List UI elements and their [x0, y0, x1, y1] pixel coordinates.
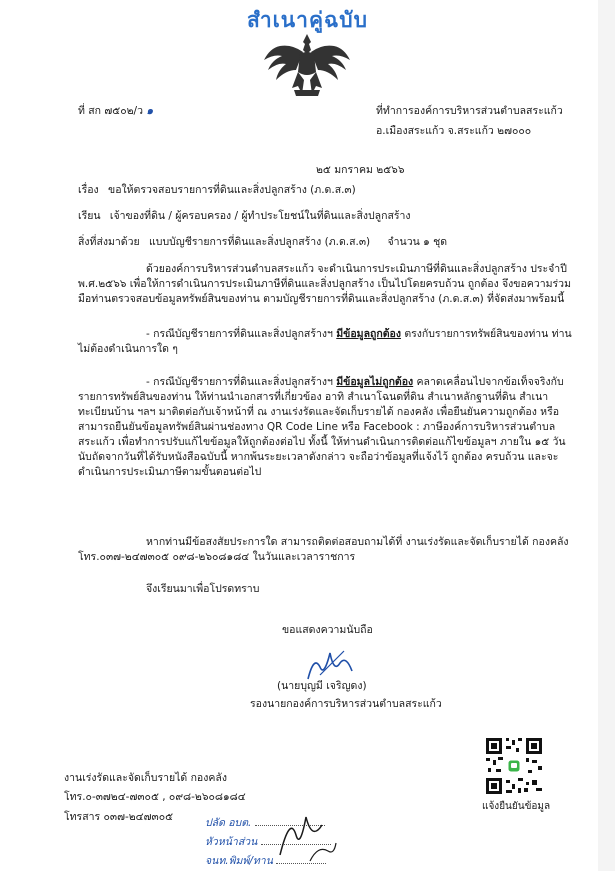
document-number-handwritten: ๑ [146, 105, 153, 117]
footer-phone: โทร.๐-๓๗๒๔-๗๓๐๕ , ๐๙๘-๒๖๐๘๑๘๔ [64, 791, 246, 803]
document-number [78, 104, 153, 119]
case-correct-emphasis: มีข้อมูลถูกต้อง [336, 328, 401, 340]
contact-paragraph: หากท่านมีข้อสงสัยประการใด สามารถติดต่อสอบถามได้ที่ งานเร่งรัดและจัดเก็บรายได้ กองคลัง โทร.๐๓๗-๒๔๗๓๐๕ ๐๙๘-๒๖๐๘๑๘๔ ในวันและเวลาราชการ [78, 536, 569, 563]
page-edge [598, 0, 615, 871]
org-address: อ.เมืองสระแก้ว จ.สระแก้ว ๒๗๐๐๐ [376, 125, 532, 137]
closing-paragraph: จึงเรียนมาเพื่อโปรดทราบ [146, 583, 260, 595]
case-incorrect-suffix: คลาดเคลื่อนไปจากข้อเท็จจริงกับรายการทรัพย์สินของท่าน ให้ท่านนำเอกสารที่เกี่ยวข้อง อาทิ สำเนาโฉนดที่ดิน สำเนาหลักฐานที่ดิน สำเนาทะเบียนบ้าน ฯลฯ มาติดต่อกับเจ้าหน้าที่ ณ งานเร่งรัดและจัดเก็บรายได้ กองคลัง เพื่อยืนยันความถูกต้อง หรือสามารถยืนยันข้อมูลทรัพย์สินผ่านช่องทาง QR Code Line หรือ Facebook : ภาษีองค์การบริหารส่วนตำบลสระแก้ว เพื่อทำการปรับแก้ไขข้อมูลให้ถูกต้องต่อไป ทั้งนี้ ให้ท่านดำเนินการติดต่อแก้ไขข้อมูลฯ ภายใน ๑๕ วัน นับถัดจากวันที่ได้รับหนังสือฉบับนี้ หากพ้นระยะเวลาดังกล่าว จะถือว่าข้อมูลที่แจ้งไว้ ถูกต้อง ครบถ้วน และจะดำเนินการประเมินภาษีตามขั้นตอนต่อไป [78, 376, 566, 478]
document-number-text: ที่ สก ๗๕๐๒/ว [78, 105, 143, 117]
signatory-title: รองนายกองค์การบริหารส่วนตำบลสระแก้ว [250, 698, 442, 710]
subject-line [78, 183, 356, 198]
case-incorrect-emphasis: มีข้อมูลไม่ถูกต้อง [336, 376, 414, 388]
initial-label-clerk-chief: ปลัด อบต. [205, 817, 252, 829]
recipient-line [78, 209, 411, 224]
case-incorrect-prefix: - กรณีบัญชีรายการที่ดินและสิ่งปลูกสร้างฯ [146, 376, 333, 388]
signature-closing: ขอแสดงความนับถือ [282, 624, 373, 636]
garuda-emblem-icon [262, 30, 352, 100]
subject-text: ขอให้ตรวจสอบรายการที่ดินและสิ่งปลูกสร้าง (ภ.ด.ส.๓) [108, 184, 356, 196]
case-correct-prefix: - กรณีบัญชีรายการที่ดินและสิ่งปลูกสร้างฯ [146, 328, 333, 340]
body-paragraph-intro: ด้วยองค์การบริหารส่วนตำบลสระแก้ว จะดำเนินการประเมินภาษีที่ดินและสิ่งปลูกสร้าง ประจำปี พ.ศ.๒๕๖๖ เพื่อให้การดำเนินการประเมินภาษีที่ดินและสิ่งปลูกสร้าง เป็นไปโดยครบถ้วน ถูกต้อง จึงขอความร่วมมือท่านตรวจสอบข้อมูลทรัพย์สินของท่าน ตามบัญชีรายการที่ดินและสิ่งปลูกสร้าง (ภ.ด.ส.๓) ที่จัดส่งมาพร้อมนี้ [78, 263, 571, 305]
org-name: ที่ทำการองค์การบริหารส่วนตำบลสระแก้ว [376, 105, 563, 117]
document-date: ๒๕ มกราคม ๒๕๖๖ [316, 164, 405, 176]
case-correct-paragraph [78, 327, 578, 357]
recipient-text: เจ้าของที่ดิน / ผู้ครอบครอง / ผู้ทำประโยชน์ในที่ดินและสิ่งปลูกสร้าง [109, 210, 411, 222]
subject-label: เรื่อง [78, 184, 99, 196]
initial-signature-marks [270, 805, 340, 865]
enclosure-text: แบบบัญชีรายการที่ดินและสิ่งปลูกสร้าง (ภ.ด.ส.๓) [149, 236, 371, 248]
enclosure-count: จำนวน ๑ ชุด [387, 236, 448, 248]
copy-stamp-title: สำเนาคู่ฉบับ [247, 8, 368, 32]
footer-department: งานเร่งรัดและจัดเก็บรายได้ กองคลัง [64, 772, 227, 784]
qr-code-icon[interactable] [484, 736, 544, 796]
qr-caption: แจ้งยืนยันข้อมูล [482, 801, 551, 812]
signatory-name: (นายบุญมี เจริญดง) [277, 680, 367, 692]
initial-label-section-head: หัวหน้าส่วน [205, 836, 258, 848]
enclosure-label: สิ่งที่ส่งมาด้วย [78, 236, 140, 248]
case-incorrect-paragraph [78, 375, 578, 480]
enclosure-line [78, 235, 447, 250]
initial-label-typist: จนท.พิมพ์/ทาน [205, 855, 273, 867]
footer-fax: โทรสาร ๐๓๗-๒๔๗๓๐๕ [64, 811, 174, 823]
case-correct-suffix: ตรงกับรายการทรัพย์สินของท่าน ท่านไม่ต้องดำเนินการใด ๆ [78, 328, 572, 355]
recipient-label: เรียน [78, 210, 101, 222]
